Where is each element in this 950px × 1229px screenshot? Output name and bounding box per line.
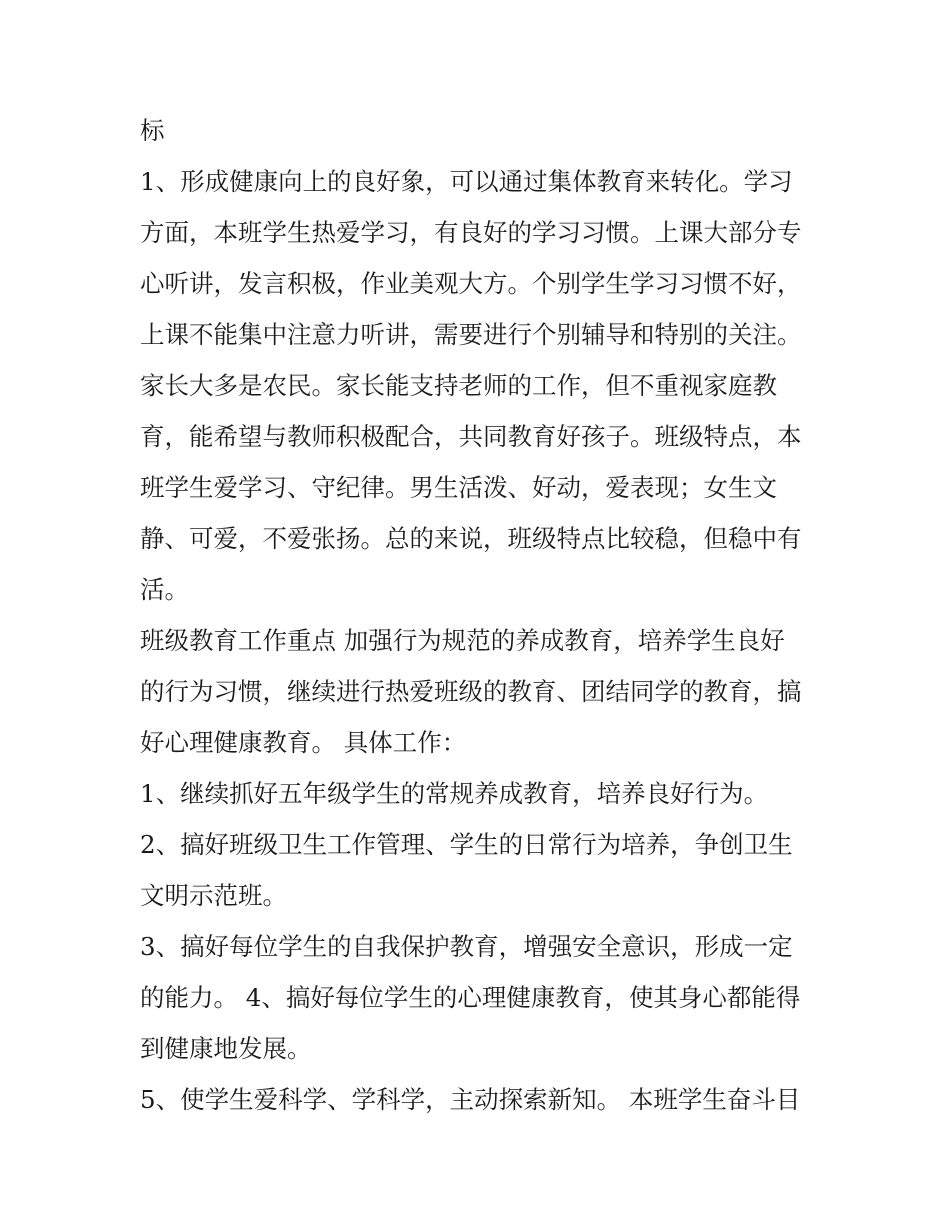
text-line: 1、形成健康向上的良好象，可以通过集体教育来转化。学习 bbox=[140, 167, 793, 196]
text-line: 到健康地发展。 bbox=[140, 1034, 312, 1063]
text-line: 1、继续抓好五年级学生的常规养成教育，培养良好行为。 bbox=[140, 779, 769, 808]
text-line: 5、使学生爱科学、学科学，主动探索新知。 本班学生奋斗目 bbox=[140, 1085, 801, 1114]
text-line: 的能力。 4、搞好每位学生的心理健康教育，使其身心都能得 bbox=[140, 983, 801, 1012]
text-line: 2、搞好班级卫生工作管理、学生的日常行为培养，争创卫生 bbox=[140, 830, 793, 859]
body-text bbox=[140, 105, 820, 1125]
text-line: 好心理健康教育。 具体工作： bbox=[140, 728, 467, 757]
text-line: 班级教育工作重点 加强行为规范的养成教育，培养学生良好 bbox=[140, 626, 785, 655]
text-line: 育，能希望与教师积极配合，共同教育好孩子。班级特点，本 bbox=[140, 422, 802, 451]
text-line: 上课不能集中注意力听讲，需要进行个别辅导和特别的关注。 bbox=[140, 320, 802, 349]
text-line: 心听讲，发言积极，作业美观大方。个别学生学习习惯不好， bbox=[140, 269, 802, 298]
text-line: 班学生爱学习、守纪律。男生活泼、好动，爱表现；女生文 bbox=[140, 473, 777, 502]
text-line: 的行为习惯，继续进行热爱班级的教育、团结同学的教育，搞 bbox=[140, 677, 802, 706]
text-line: 标 bbox=[140, 116, 165, 145]
text-line: 家长大多是农民。家长能支持老师的工作，但不重视家庭教 bbox=[140, 371, 777, 400]
text-line: 文明示范班。 bbox=[140, 881, 287, 910]
text-line: 3、搞好每位学生的自我保护教育，增强安全意识，形成一定 bbox=[140, 932, 793, 961]
text-line: 静、可爱，不爱张扬。总的来说，班级特点比较稳，但稳中有 bbox=[140, 524, 802, 553]
text-line: 活。 bbox=[140, 575, 189, 604]
text-line: 方面，本班学生热爱学习，有良好的学习习惯。上课大部分专 bbox=[140, 218, 802, 247]
